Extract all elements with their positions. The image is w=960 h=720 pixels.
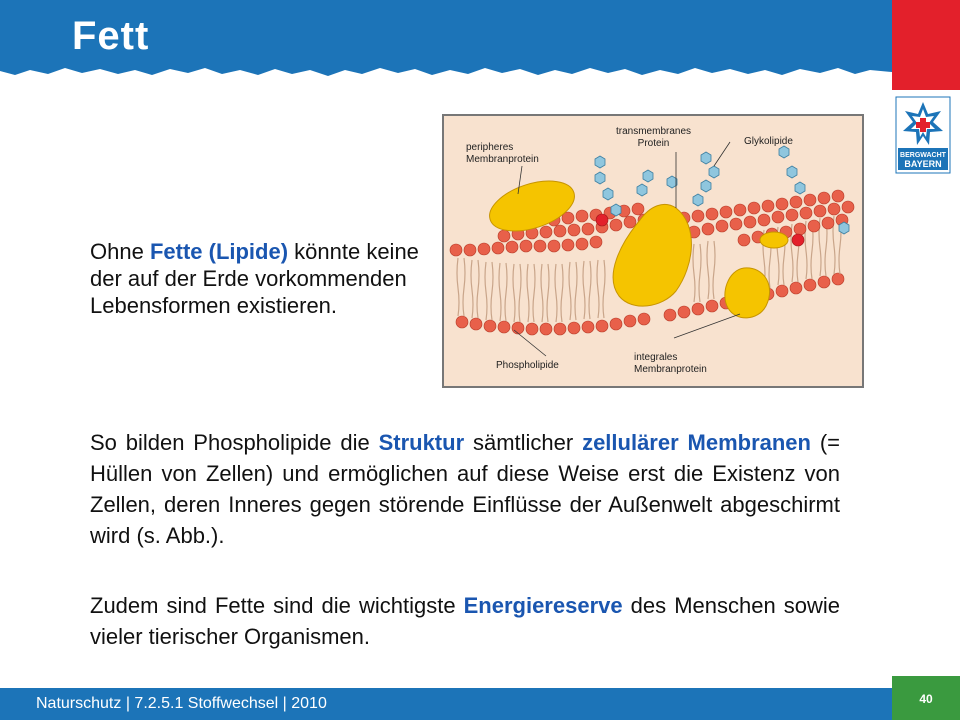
highlight-struktur: Struktur xyxy=(378,430,465,455)
page-number: 40 xyxy=(919,692,933,706)
page-title: Fett xyxy=(72,14,150,58)
label-glycolipid: Glykolipide xyxy=(744,136,793,147)
label-integral-protein: integrales Membranprotein xyxy=(634,352,707,375)
lipid-highlight: Fette (Lipide) xyxy=(149,239,289,264)
energy-paragraph: Zudem sind Fette sind die wichtigste Energiereserve des Menschen sowie vieler tierischer Organismen. xyxy=(90,593,840,649)
highlight-membranen: zellulärer Membranen xyxy=(582,430,811,455)
membrane-diagram xyxy=(442,114,864,388)
svg-text:BERGWACHT: BERGWACHT xyxy=(900,152,946,159)
intro-text: Ohne Fette (Lipide) könnte keine der auf der Erde vorkommenden Lebensformen existieren. xyxy=(90,239,419,318)
label-phospholipid: Phospholipide xyxy=(496,360,559,371)
brand-color-bar xyxy=(892,0,960,90)
bergwacht-logo xyxy=(895,96,951,174)
label-transmembrane-protein: transmembranes Protein xyxy=(616,126,692,149)
membrane-paragraph: So bilden Phospholipide die Struktur sämtlicher zellulärer Membranen (= Hüllen von Zellen) und ermöglichen auf diese Weise erst die Existenz von Zellen, deren Inneres gegen störende Einflüsse der Außenwelt abgeschirmt wird (s. Abb.). xyxy=(90,430,840,548)
highlight-energiereserve: Energiereserve xyxy=(463,593,623,618)
svg-text:BAYERN: BAYERN xyxy=(904,159,942,169)
label-peripheral-protein: peripheres Membranprotein xyxy=(466,142,539,165)
footer-text: Naturschutz | 7.2.5.1 Stoffwechsel | 2010 xyxy=(36,695,327,712)
